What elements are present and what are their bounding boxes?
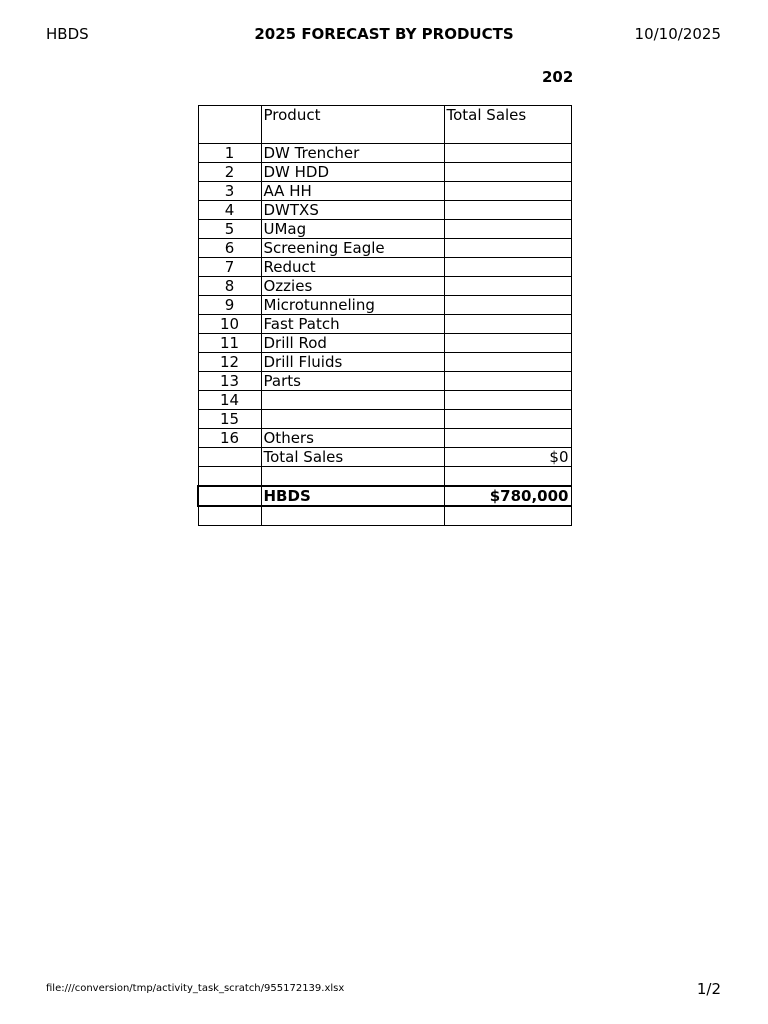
table-row — [198, 372, 571, 391]
total-sales-cell — [444, 410, 571, 429]
row-number-cell: 15 — [198, 410, 261, 429]
row-number-cell: 11 — [198, 334, 261, 353]
product-cell: Ozzies — [261, 277, 444, 296]
product-cell: AA HH — [261, 182, 444, 201]
header-cell-product: Product — [261, 106, 444, 144]
empty-row — [198, 467, 571, 487]
table-row — [198, 296, 571, 315]
summary-row — [198, 486, 571, 506]
header-company: HBDS — [46, 25, 89, 43]
table-header-row — [198, 106, 571, 144]
row-number-cell: 16 — [198, 429, 261, 448]
total-sales-cell — [444, 353, 571, 372]
page-title: 2025 FORECAST BY PRODUCTS — [254, 25, 514, 43]
header-cell-total-sales: Total Sales — [444, 106, 571, 144]
total-sales-row — [198, 448, 571, 467]
table-row — [198, 429, 571, 448]
product-cell: DWTXS — [261, 201, 444, 220]
empty-cell — [444, 506, 571, 526]
row-number-cell: 12 — [198, 353, 261, 372]
row-number-cell: 10 — [198, 315, 261, 334]
total-sales-cell — [444, 315, 571, 334]
header-cell-num — [198, 106, 261, 144]
product-cell — [261, 391, 444, 410]
row-number-cell: 8 — [198, 277, 261, 296]
product-cell: UMag — [261, 220, 444, 239]
row-number-cell: 3 — [198, 182, 261, 201]
total-sales-cell — [444, 182, 571, 201]
forecast-table — [197, 105, 572, 526]
row-number-cell: 5 — [198, 220, 261, 239]
row-number-cell: 7 — [198, 258, 261, 277]
total-sales-cell — [444, 391, 571, 410]
table-row — [198, 201, 571, 220]
row-number-cell — [198, 486, 261, 506]
row-number-cell: 6 — [198, 239, 261, 258]
table-row — [198, 144, 571, 163]
total-sales-cell — [444, 201, 571, 220]
total-sales-value: $0 — [444, 448, 571, 467]
product-cell: DW HDD — [261, 163, 444, 182]
empty-cell — [261, 506, 444, 526]
total-sales-cell — [444, 163, 571, 182]
product-cell: Microtunneling — [261, 296, 444, 315]
total-sales-label: Total Sales — [261, 448, 444, 467]
empty-row — [198, 506, 571, 526]
empty-cell — [261, 467, 444, 487]
row-number-cell: 14 — [198, 391, 261, 410]
row-number-cell — [198, 448, 261, 467]
summary-label: HBDS — [261, 486, 444, 506]
product-cell: Others — [261, 429, 444, 448]
table-row — [198, 391, 571, 410]
total-sales-cell — [444, 429, 571, 448]
empty-cell — [198, 467, 261, 487]
product-cell: DW Trencher — [261, 144, 444, 163]
table-row — [198, 353, 571, 372]
row-number-cell: 1 — [198, 144, 261, 163]
footer-file-path: file:///conversion/tmp/activity_task_scratch/955172139.xlsx — [46, 983, 345, 994]
total-sales-cell — [444, 296, 571, 315]
table-row — [198, 163, 571, 182]
product-cell: Screening Eagle — [261, 239, 444, 258]
row-number-cell: 2 — [198, 163, 261, 182]
table-row — [198, 220, 571, 239]
table-row — [198, 258, 571, 277]
product-cell: Drill Fluids — [261, 353, 444, 372]
total-sales-cell — [444, 239, 571, 258]
product-cell — [261, 410, 444, 429]
product-cell: Parts — [261, 372, 444, 391]
total-sales-cell — [444, 258, 571, 277]
product-cell: Drill Rod — [261, 334, 444, 353]
summary-value: $780,000 — [444, 486, 571, 506]
total-sales-cell — [444, 220, 571, 239]
total-sales-cell — [444, 372, 571, 391]
table-row — [198, 410, 571, 429]
table-row — [198, 182, 571, 201]
table-row — [198, 277, 571, 296]
table-row — [198, 239, 571, 258]
product-cell: Reduct — [261, 258, 444, 277]
empty-cell — [198, 506, 261, 526]
footer-page-number: 1/2 — [696, 980, 721, 998]
header-date: 10/10/2025 — [634, 25, 721, 43]
table-row — [198, 315, 571, 334]
total-sales-cell — [444, 144, 571, 163]
table-row — [198, 334, 571, 353]
row-number-cell: 4 — [198, 201, 261, 220]
total-sales-cell — [444, 334, 571, 353]
row-number-cell: 13 — [198, 372, 261, 391]
row-number-cell: 9 — [198, 296, 261, 315]
product-cell: Fast Patch — [261, 315, 444, 334]
empty-cell — [444, 467, 571, 487]
year-label: 202 — [542, 68, 574, 86]
total-sales-cell — [444, 277, 571, 296]
